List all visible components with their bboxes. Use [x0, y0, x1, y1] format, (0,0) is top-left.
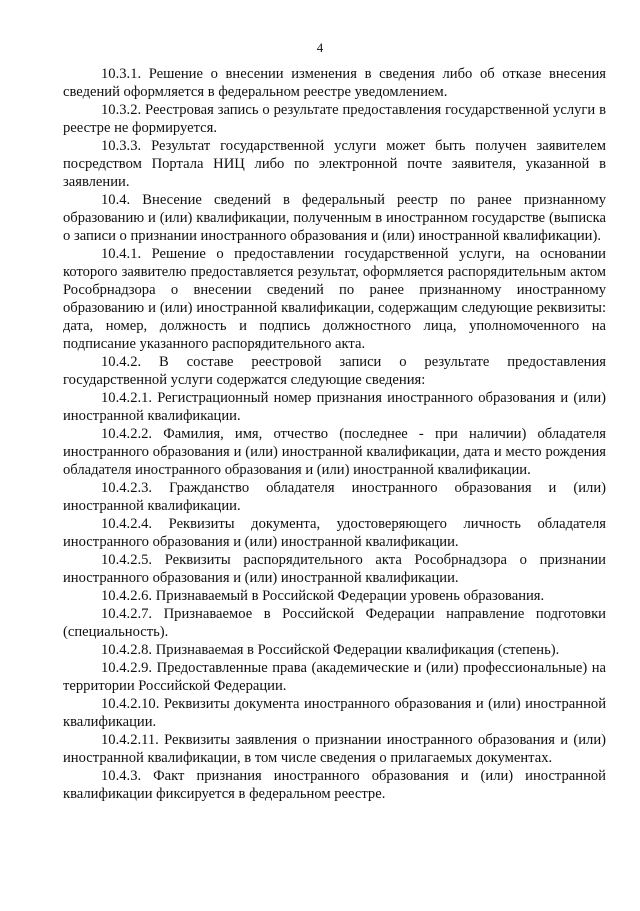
paragraph-10-4-2-10: 10.4.2.10. Реквизиты документа иностранного образования и (или) иностранной квалификации. [63, 696, 606, 730]
paragraph-10-4-2-3: 10.4.2.3. Гражданство обладателя иностранного образования и (или) иностранной квалификации. [63, 480, 606, 514]
paragraph-10-4-1: 10.4.1. Решение о предоставлении государственной услуги, на основании которого заявителю предоставляется результат, оформляется распорядительным актом Рособрнадзора о внесении сведений по ранее признанному иностранному образованию и (или) иностранной квалификации, содержащим следующие реквизиты: дата, номер, должность и подпись должностного лица, уполномоченного на подписание указанного распорядительного акта. [63, 246, 606, 352]
paragraph-10-4-2-11: 10.4.2.11. Реквизиты заявления о признании иностранного образования и (или) иностранной квалификации, в том числе сведения о прилагаемых документах. [63, 732, 606, 766]
paragraph-10-4-2-7: 10.4.2.7. Признаваемое в Российской Федерации направление подготовки (специальность). [63, 606, 606, 640]
paragraph-10-4-2-5: 10.4.2.5. Реквизиты распорядительного акта Рособрнадзора о признании иностранного образования и (или) иностранной квалификации. [63, 552, 606, 586]
paragraph-10-4-2-6: 10.4.2.6. Признаваемый в Российской Федерации уровень образования. [101, 588, 545, 604]
paragraph-10-4: 10.4. Внесение сведений в федеральный реестр по ранее признанному образованию и (или) квалификации, полученным в иностранном государстве (выписка о записи о признании иностранного образования и (или) иностранной квалификации). [63, 192, 606, 244]
paragraph-10-3-1: 10.3.1. Решение о внесении изменения в сведения либо об отказе внесения сведений оформляется в федеральном реестре уведомлением. [63, 66, 606, 100]
paragraph-10-4-2: 10.4.2. В составе реестровой записи о результате предоставления государственной услуги содержатся следующие сведения: [63, 354, 606, 388]
paragraph-10-4-2-8: 10.4.2.8. Признаваемая в Российской Федерации квалификация (степень). [101, 642, 560, 658]
paragraph-10-3-3: 10.3.3. Результат государственной услуги может быть получен заявителем посредством Портала НИЦ либо по электронной почте заявителя, указанной в заявлении. [63, 138, 606, 190]
document-body [63, 65, 606, 803]
paragraph-10-4-2-2: 10.4.2.2. Фамилия, имя, отчество (последнее - при наличии) обладателя иностранного образования и (или) иностранной квалификации, дата и место рождения обладателя иностранного образования и (или) иностранной квалификации. [63, 426, 606, 478]
paragraph-10-3-2: 10.3.2. Реестровая запись о результате предоставления государственной услуги в реестре не формируется. [63, 102, 606, 136]
paragraph-10-4-2-4: 10.4.2.4. Реквизиты документа, удостоверяющего личность обладателя иностранного образования и (или) иностранной квалификации. [63, 516, 606, 550]
page-number: 4 [316, 40, 324, 55]
paragraph-10-4-3: 10.4.3. Факт признания иностранного образования и (или) иностранной квалификации фиксируется в федеральном реестре. [63, 768, 606, 802]
paragraph-10-4-2-9: 10.4.2.9. Предоставленные права (академические и (или) профессиональные) на территории Российской Федерации. [63, 660, 606, 694]
paragraph-10-4-2-1: 10.4.2.1. Регистрационный номер признания иностранного образования и (или) иностранной квалификации. [63, 390, 606, 424]
